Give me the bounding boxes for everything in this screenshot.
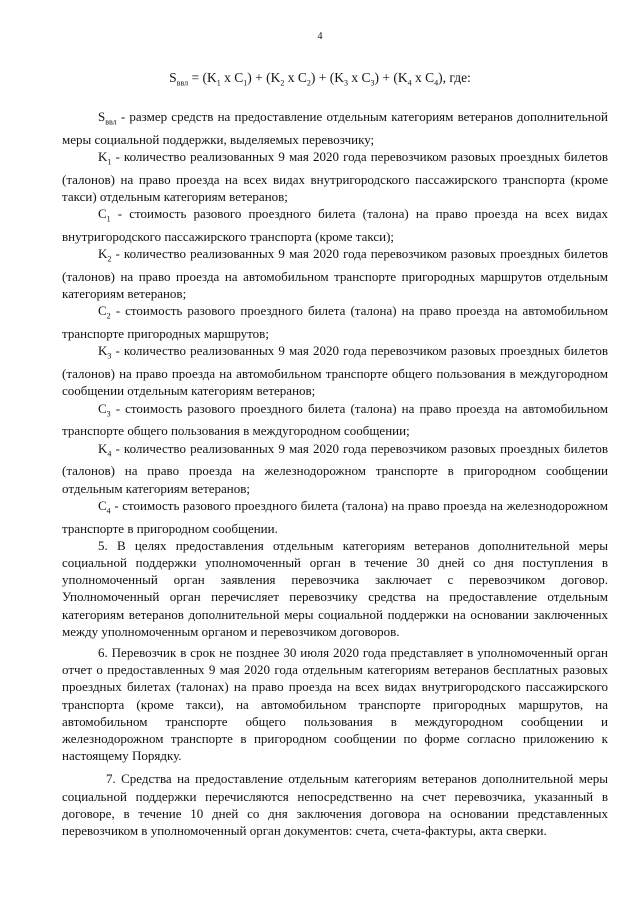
definition-c4 bbox=[62, 497, 608, 537]
formula-k3: K bbox=[334, 70, 344, 85]
formula-k2-sub: 2 bbox=[280, 78, 285, 88]
formula-k4: K bbox=[397, 70, 408, 85]
formula-c4-sub: 4 bbox=[434, 78, 439, 88]
page-number: 4 bbox=[317, 31, 323, 42]
formula-k2: K bbox=[270, 70, 281, 85]
definition-symbol: K bbox=[98, 440, 108, 456]
definition-subscript: 2 bbox=[106, 312, 111, 321]
formula-k1: K bbox=[206, 70, 217, 85]
definition-symbol: C bbox=[98, 497, 107, 513]
definition-symbol: C bbox=[98, 206, 107, 222]
definition-text: - размер средств на предоставление отдельным категориям ветеранов дополнительной меры социальной поддержки, выделяемых перевозчику; bbox=[62, 109, 608, 147]
definition-k1 bbox=[62, 148, 608, 205]
definition-symbol: S bbox=[98, 109, 106, 124]
definition-c1 bbox=[62, 205, 608, 245]
definition-c2 bbox=[62, 302, 608, 342]
formula-c3: C bbox=[361, 70, 371, 85]
definition-subscript: 3 bbox=[107, 352, 112, 361]
formula-k4-sub: 4 bbox=[407, 78, 412, 88]
formula-k1-sub: 1 bbox=[216, 78, 221, 88]
definition-subscript: 1 bbox=[107, 157, 112, 167]
definition-k4 bbox=[62, 440, 608, 497]
definition-symbol: K bbox=[98, 149, 108, 164]
formula-c1-sub: 1 bbox=[243, 78, 248, 88]
definition-text: - стоимость разового проездного билета (талона) на право проезда на автомобильном транспорте пригородных маршрутов; bbox=[62, 303, 608, 342]
formula-c4: C bbox=[425, 70, 435, 85]
definition-text: - количество реализованных 9 мая 2020 года перевозчиком разовых проездных билетов (талонов) на право проезда на автомобильном транспорте пригородных маршрутов отдельным категориям ветеранов; bbox=[62, 246, 608, 302]
formula-c2: C bbox=[297, 70, 307, 85]
definition-s bbox=[62, 108, 608, 148]
definition-symbol: C bbox=[98, 400, 107, 416]
definition-text: - количество реализованных 9 мая 2020 года перевозчиком разовых проездных билетов (талонов) на право проезда на автомобильном транспорте общего пользования в междугородном сообщении отдельным категориям ветеранов; bbox=[62, 343, 608, 399]
definition-text: - количество реализованных 9 мая 2020 года перевозчиком разовых проездных билетов (талонов) на право проезда на железнодорожном транспорте в пригородном сообщении отдельным категориям ветеранов; bbox=[62, 440, 608, 496]
definition-text: - стоимость разового проездного билета (талона) на право проезда на автомобильном транспорте общего пользования в междугородном сообщении; bbox=[62, 400, 608, 439]
definition-subscript: 1 bbox=[106, 214, 111, 224]
formula-k3-sub: 3 bbox=[343, 78, 348, 88]
definition-text: - стоимость разового проездного билета (талона) на право проезда на железнодорожном транспорте в пригородном сообщении. bbox=[62, 497, 608, 536]
formula-c3-sub: 3 bbox=[370, 78, 375, 88]
document-body bbox=[62, 108, 608, 839]
definition-subscript: ввл bbox=[105, 117, 117, 127]
paragraph-5: 5. В целях предоставления отдельным категориям ветеранов дополнительной меры социальной поддержки уполномоченный орган в течение 30 дней со дня поступления в уполномоченный орган заявления перевозчика заключает с перевозчиком договор. Уполномоченный орган перечисляет перевозчику средства на предоставление отдельным категориям ветеранов дополнительной меры социальной поддержки на основании заключенных между уполномоченным органом и перевозчиком договоров. bbox=[62, 537, 608, 639]
formula-lhs: S bbox=[169, 70, 177, 85]
definition-subscript: 3 bbox=[106, 409, 111, 419]
definition-subscript: 4 bbox=[106, 506, 111, 516]
paragraph-7: 7. Средства на предоставление отдельным категориям ветеранов дополнительной меры социальной поддержки перечисляются непосредственно на счет перевозчика, указанный в договоре, в течение 10 дней со дня заключения договора на основании представленных перевозчиком в уполномоченный орган документов: счета, счета-фактуры, акта сверки. bbox=[62, 771, 608, 839]
formula-suffix: , где: bbox=[442, 70, 471, 85]
formula-lhs-sub: ввл bbox=[176, 78, 189, 88]
definitions-list bbox=[62, 108, 608, 537]
definition-subscript: 2 bbox=[107, 254, 112, 264]
definition-k3 bbox=[62, 342, 608, 399]
definition-symbol: K bbox=[98, 343, 108, 359]
formula-c1: C bbox=[234, 70, 244, 85]
formula-c2-sub: 2 bbox=[306, 78, 311, 88]
definition-symbol: K bbox=[98, 246, 108, 262]
definition-subscript: 4 bbox=[107, 449, 112, 459]
formula: $S_{ввл} = (K_1$ x $C_1) + (K_2$ x $C_2) + (K_3$ x $C_3) + (K_4$ x $C_4$), где: bbox=[169, 70, 471, 88]
definition-symbol: C bbox=[98, 303, 107, 319]
definition-text: - количество реализованных 9 мая 2020 года перевозчиком разовых проездных билетов (талонов) на право проезда на всех видах внутригородского пассажирского транспорта (кроме такси) отдельным категориям ветеранов; bbox=[62, 149, 608, 204]
definition-text: - стоимость разового проездного билета (талона) на право проезда на всех видах внутригородского пассажирского транспорта (кроме такси); bbox=[62, 206, 608, 244]
paragraph-6: 6. Перевозчик в срок не позднее 30 июля 2020 года представляет в уполномоченный орган отчет о предоставленных 9 мая 2020 года отдельным категориям ветеранов бесплатных разовых проездных билетах (талонах) на право проезда на всех видах внутригородского пассажирского транспорта (кроме такси), на автомобильном транспорте пригородных маршрутов, на автомобильном транспорте общего пользования в междугородном сообщении и железнодорожном транспорте в пригородном сообщении по форме согласно приложению к настоящему Порядку. bbox=[62, 645, 608, 764]
definition-k2 bbox=[62, 245, 608, 302]
definition-c3 bbox=[62, 400, 608, 440]
